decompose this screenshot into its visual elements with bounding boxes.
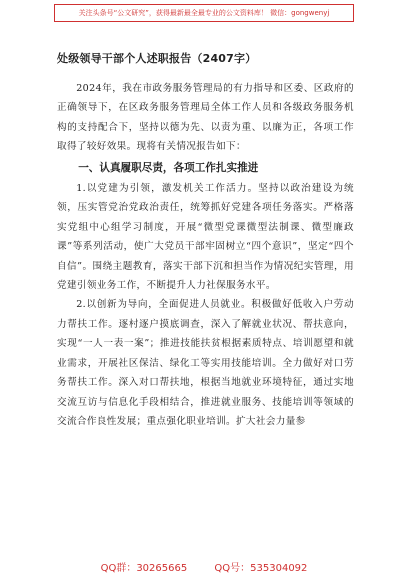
qq-number-text: QQ号：535304092	[214, 563, 308, 574]
document-body	[57, 50, 354, 431]
document-title: 处级领导干部个人述职报告（2407字）	[57, 52, 257, 65]
footer-contact	[0, 559, 408, 574]
section-heading: 一、认真履职尽责，各项工作扎实推进	[78, 161, 259, 174]
qq-group-text: QQ群：30265665	[100, 563, 188, 574]
intro-paragraph: 2024年，我在市政务服务管理局的有力指导和区委、区政府的正确领导下，在区政务服务管理局全体工作人员和各级政务服务机构的支持配合下，坚持以德为先、以责为重、以廉为正，各项工作取得了较好效果。现将有关情况报告如下：	[57, 83, 354, 153]
header-banner: 关注头条号“公文研究”，获得最新最全最专业的公文资料库！ 微信：gongwenyj	[54, 4, 354, 22]
body-paragraph: 1.以党建为引领，激发机关工作活力。坚持以政治建设为统领，压实管党治党政治责任，统筹抓好党建各项任务落实。严格落实党组中心组学习制度，开展“微型党课微型法制课、微型廉政课”等系列活动，使广大党员干部牢固树立“四个意识”，坚定“四个自信”。围绕主题教育，落实干部下沉和担当作为情况纪实管理，用党建引领业务工作，不断提升人力社保服务水平。	[57, 183, 354, 292]
body-paragraph: 2.以创新为导向，全面促进人员就业。积极做好低收入户劳动力帮扶工作。逐村逐户摸底调查，深入了解就业状况、帮扶意向，实现“一人一表一案”；推进技能扶贫根据素质特点、培训愿望和就业需求，开展社区保洁、绿化工等实用技能培训。全力做好对口劳务帮扶工作。深入对口帮扶地，根据当地就业环境特征，通过实地交流互访与信息化手段相结合，推进就业服务、技能培训等领域的交流合作良性发展；重点强化职业培训。扩大社会力量参	[57, 299, 354, 427]
